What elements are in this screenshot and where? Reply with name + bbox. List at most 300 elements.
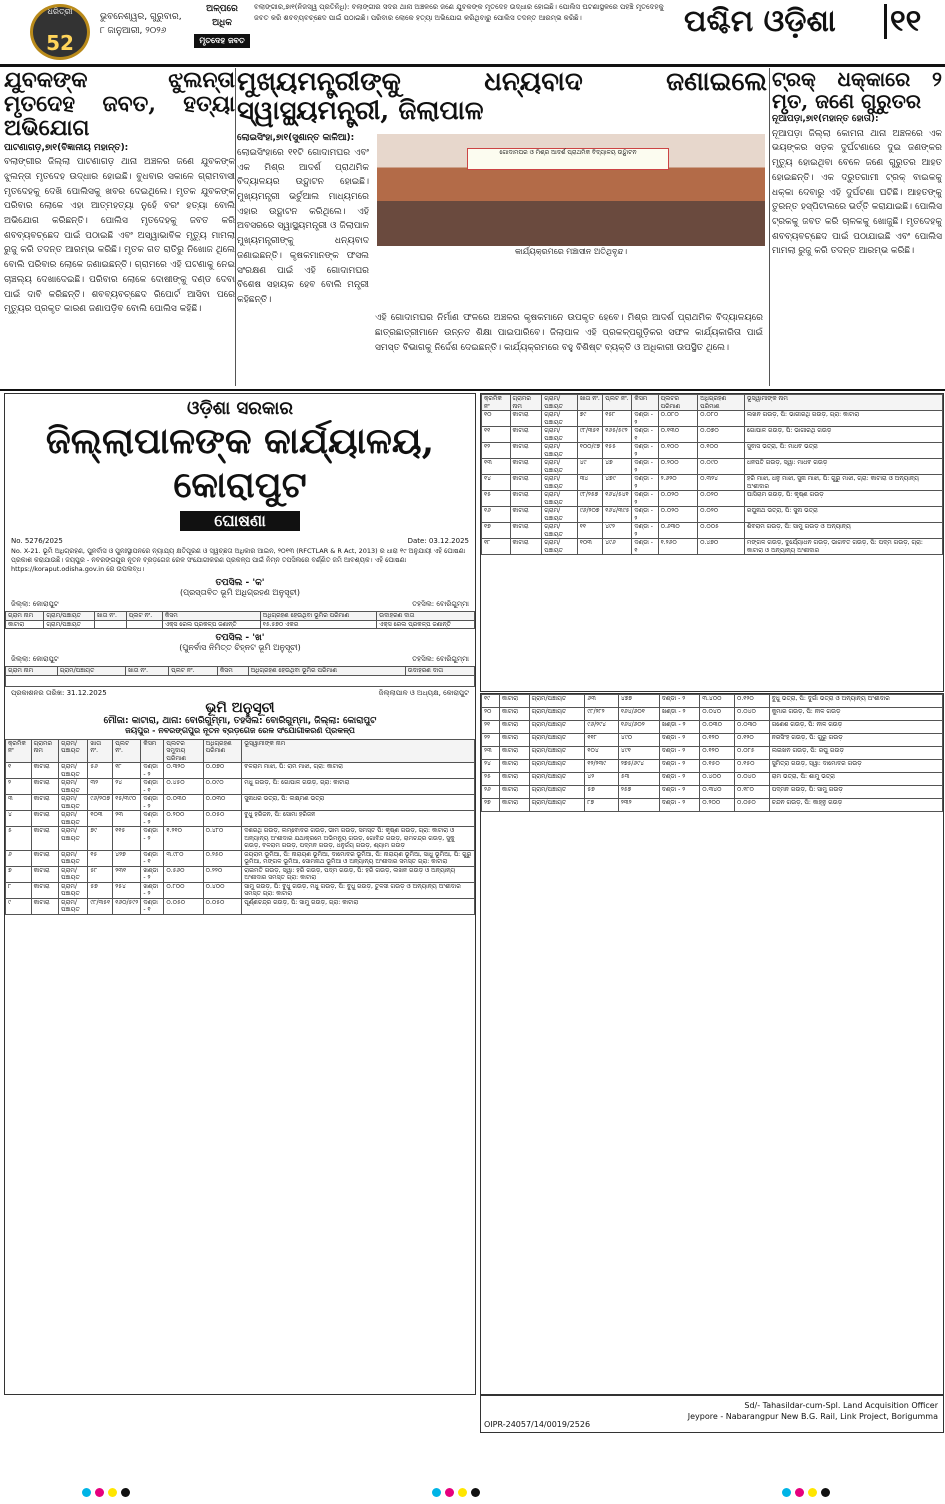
table-cell: ଜୟରାମ ଭୂମିଆ, ପି: ନାରାୟଣ ଭୂମିଆ, ଦାମୋଦର ଭୂମିଆ, ପି: ନାରାୟଣ ଭୂମିଆ, ସାଧୁ ଭୂମିଆ, ପି: ଗୁରୁ ଭୂମିଆ, ମଙ୍ଗଳ ଭୂମିଆ, ସୋମନାଥ ଭୂମିଆ ଓ ଅନ୍ୟାନ୍ୟ ଅଂଶୀଦାର ସମସ୍ତ ଗ୍ରା: କାଟାରା: [242, 850, 475, 866]
photo-banner: ଗୋଦାମଘର ଓ ମିଶ୍ର ଆଦର୍ଶ ପ୍ରାଥମିକ ବିଦ୍ୟାଳୟ ଉଦ୍ଘାଟନ: [467, 148, 669, 170]
section-title: ପଶ୍ଚିମ ଓଡ଼ିଶା: [684, 4, 887, 39]
table-cell: ୫୭: [88, 882, 113, 898]
story-right[interactable]: [772, 68, 942, 386]
table-cell: ଦଣ୍ଡା - ୨: [632, 475, 658, 491]
table-cell: ଦଣ୍ଡା - ୧: [141, 779, 164, 795]
cyan-dot: [432, 1488, 441, 1497]
table-header-cell: ପ୍ଲଟ ନଂ.: [169, 667, 218, 676]
table-cell: ୪୯୨: [603, 523, 632, 539]
table-cell: ୧୬: [482, 507, 511, 523]
table-cell: ୨୫: [482, 773, 500, 786]
story-left-body: ବଲାଙ୍ଗୀର ଜିଲ୍ଲା ପାଟଣାଗଡ଼ ଥାନା ଅଞ୍ଚଳର ଜଣେ ଯୁବକଙ୍କ ଝୁଲନ୍ତା ମୃତଦେହ ଉଦ୍ଧାର ହୋଇଛି। ବୁଧବାର ସକାଳେ ଗ୍ରାମବାସୀ ମୃତଦେହକୁ ଦେଖି ପୋଲିସକୁ ଖବର ଦେଇଥିଲେ। ମୃତକ ଯୁବକଙ୍କ ପରିବାର ଲୋକେ ଏହା ଆତ୍ମହତ୍ୟା ନୁହେଁ ବରଂ ହତ୍ୟା ବୋଲି ଅଭିଯୋଗ କରିଛନ୍ତି। ପୋଲିସ ମୃତଦେହକୁ ଜବତ କରି ଶବବ୍ୟବଚ୍ଛେଦ ପାଇଁ ପଠାଇଛି ଏବଂ ଅସ୍ୱାଭାବିକ ମୃତ୍ୟୁ ମାମଲା ରୁଜୁ କରି ତଦନ୍ତ ଆରମ୍ଭ କରିଛି। ମୃତକ ଗତ ରାତିରୁ ନିଖୋଜ ଥିଲେ ବୋଲି ପରିବାର ଲୋକେ ଜଣାଇଛନ୍ତି। ଗ୍ରାମରେ ଏହି ଘଟଣାକୁ ନେଇ ଚାଞ୍ଚଲ୍ୟ ଦେଖାଦେଇଛି। ପରିବାର ଲୋକେ ଦୋଷୀଙ୍କୁ ଦଣ୍ଡ ଦେବା ପାଇଁ ଦାବି କରିଛନ୍ତି। ଶବବ୍ୟବଚ୍ଛେଦ ରିପୋର୍ଟ ଆସିବା ପରେ ମୃତ୍ୟୁର ପ୍ରକୃତ କାରଣ ଜଣାପଡ଼ିବ ବୋଲି ପୋଲିସ କହିଛି।: [4, 157, 235, 315]
table-cell: ୨.୬୨୦: [658, 475, 697, 491]
table-header-cell: ଖାତା ନଂ.: [94, 612, 126, 621]
table-cell: ୨୩୧: [113, 866, 141, 882]
table-cell: ୨୬: [482, 786, 500, 799]
story-right-headline[interactable]: ଟ୍ରକ୍ ଧକ୍କାରେ ୨ ମୃତ, ଜଣେ ଗୁରୁତର: [772, 68, 942, 113]
table-cell: ୦.୪୫୦: [164, 779, 203, 795]
table-row: [482, 443, 943, 459]
table-cell: ୧: [6, 763, 32, 779]
table-row: [482, 523, 943, 539]
table-cell: ଧନପତି ଗଉଡ଼, ସ୍ୱା: ମାଧବ ଗଉଡ଼: [744, 459, 942, 475]
table-cell: ୫: [6, 827, 32, 851]
table-cell: ୯୮/୨୮୨: [585, 708, 619, 721]
table-cell: ୦.୦୨୦: [658, 491, 697, 507]
table-cell: ୫୬: [88, 763, 113, 779]
short-news-label: [194, 2, 250, 58]
cyan-dot: [82, 1488, 91, 1497]
table-cell: କାଟାରା: [510, 411, 542, 427]
color-registration-marks: [80, 1485, 132, 1504]
table-cell: ଗ୍ରାମ/ପଞ୍ଚାୟତ: [529, 721, 585, 734]
table-cell: କାଟାରା: [510, 507, 542, 523]
table-cell: ୯୬/୨୦୭: [88, 795, 113, 811]
table-cell: ୦.୦୩୦: [203, 795, 242, 811]
table-cell: ୯୮/୩୫୧: [577, 427, 603, 443]
table-cell: ୧୫୫: [603, 443, 632, 459]
table-header-cell: ଗ୍ରାମ/ପଞ୍ଚାୟତ: [59, 739, 88, 763]
notice-date: Date: 03.12.2025: [407, 537, 469, 545]
table-cell: କାଟାରା: [31, 795, 58, 811]
table-cell: ଦଣ୍ଡା - ୨: [659, 695, 700, 708]
table-cell: ୧୧୫: [113, 827, 141, 851]
table-cell: ୦.୦୭୦: [203, 763, 242, 779]
table-cell: ବୁଧୁ ହରିଜନ, ପି: ସୋମା ହରିଜନ: [242, 811, 475, 827]
table-cell: କାଟାରା: [31, 898, 58, 914]
table-row: [6, 795, 475, 811]
table-cell: ୮: [6, 882, 32, 898]
table-header-cell: ଉଦାହରଣ ଦାତା: [405, 667, 474, 676]
table-header-cell: ଅଧିଗ୍ରହଣ ହେଉଥିବା ଭୂମିର ପରିମାଣ: [260, 612, 376, 621]
table-header-cell: ଗ୍ରାମ ନାମ: [6, 612, 44, 621]
table-cell: ଗ୍ରାମ/ପଞ୍ଚାୟତ: [529, 760, 585, 773]
table-header-cell: ଅଧିଗ୍ରହଣ ପରିମାଣ: [698, 395, 745, 411]
table-cell: ସୁନାଧର ଭତ୍ରା, ପି: ଲକ୍ଷ୍ମଣ ଭତ୍ରା: [242, 795, 475, 811]
table-cell: କାଟାରା: [31, 850, 58, 866]
short-news-text: ବଲାଙ୍ଗୀର,୭ା୧(ନିଜସ୍ୱ ପ୍ରତିନିଧି): ବଲାଙ୍ଗୀର ସଦର ଥାନା ଅଞ୍ଚଳରେ ଜଣେ ଯୁବକଙ୍କ ମୃତଦେହ ଉଦ୍ଧାର ହୋଇଛି। ପୋଲିସ ଘଟଣାସ୍ଥଳରେ ପହଞ୍ଚି ମୃତଦେହକୁ ଜବତ କରି ଶବବ୍ୟବଚ୍ଛେଦ ପାଇଁ ପଠାଇଛି। ପରିବାର ଲୋକେ ହତ୍ୟା ଅଭିଯୋଗ କରିଥିବାରୁ ପୋଲିସ ତଦନ୍ତ ଆରମ୍ଭ କରିଛି।: [254, 3, 664, 22]
table-cell: ୫୮: [88, 866, 113, 882]
table-cell: ୭୯: [88, 827, 113, 851]
table-cell: ଦଣ୍ଡା - ୨: [632, 443, 658, 459]
table-cell: ୦.୦୩୦: [700, 721, 735, 734]
table-cell: ୦.୦୫୦: [203, 898, 242, 914]
table-cell: ୦.୧୩୦: [658, 427, 697, 443]
land-table-continued-a: [481, 394, 943, 555]
table-header-cell: ଗ୍ରାମର ନାମ: [31, 739, 58, 763]
table-cell: ୧୦୪: [585, 747, 619, 760]
table-cell: ୦.୩୨୦: [164, 763, 203, 779]
table-cell: ଦଣ୍ଡା - ୨: [659, 773, 700, 786]
table-cell: ୦.୨୫୦: [203, 850, 242, 866]
table-cell: ଗୋପାଳ ଗଉଡ଼, ପି: ଭାଗୀରଥି ଗଉଡ଼: [744, 427, 942, 443]
logo-brand: ଧରିତ୍ରୀ: [47, 7, 73, 16]
table-cell: ଗ୍ରାମ/ପଞ୍ଚାୟତ: [542, 523, 577, 539]
table-cell: କାଟାରା: [510, 475, 542, 491]
table-cell: ଲଇଖନ ଗଉଡ଼, ପି: ରଘୁ ଗଉଡ଼: [769, 747, 942, 760]
table-cell: ୧୨/୨୩୯: [585, 760, 619, 773]
table-cell: ୨୪: [482, 760, 500, 773]
table-cell: ଗ୍ରାମ/ପଞ୍ଚାୟତ: [542, 507, 577, 523]
tehsil-label: ତହସିଲ: ବୋରିଗୁମ୍ମା: [412, 600, 469, 608]
table-cell: ଗ୍ରାମ/ପଞ୍ଚାୟତ: [59, 811, 88, 827]
table-cell: ଏକ୍ସ ରେଲ ପ୍ରକଳ୍ପ ଜଣାନ୍ତି: [162, 620, 260, 629]
table-cell: ଗ୍ରାମ/ପଞ୍ଚାୟତ: [529, 708, 585, 721]
table-cell: ୧୨: [482, 443, 511, 459]
table-cell: ଦଶରଥି ଗଉଡ଼, ଲମ୍ବୋଦର ଗଉଡ଼, ଭୀମ ଗଉଡ଼, ସମସ୍ତ ପି: କୃଷ୍ଣ ଗଉଡ଼, ଗ୍ରା: କାଟାରା ଓ ଅନ୍ୟାନ୍ୟ ଅଂଶୀଦାର ଯଥାକ୍ରମେ ଅଭିମନ୍ୟୁ ଗଉଡ଼, ଗୋବିନ୍ଦ ଗଉଡ଼, ରାମଚନ୍ଦ୍ର ଗଉଡ଼, ସୁକୁ ଗଉଡ଼, ବଳରାମ ଗଉଡ଼, ପଦ୍ମନ ଗଉଡ଼, ଧନୁର୍ଜୟ ଗଉଡ଼, ଶ୍ୟାମ ଗଉଡ଼: [242, 827, 475, 851]
table-cell: ଦଣ୍ଡା - ୧: [632, 539, 658, 555]
table-cell: ଗ୍ରାମ/ପଞ୍ଚାୟତ: [542, 491, 577, 507]
table-cell: ଗ୍ରାମ/ପଞ୍ଚାୟତ: [529, 773, 585, 786]
table-cell: ୦.୪୦୦: [700, 773, 735, 786]
table-header-cell: ଗ୍ରାମ/ପଞ୍ଚାୟତ: [542, 395, 577, 411]
yellow-dot: [808, 1488, 817, 1497]
table-cell: ସୁମିତ୍ରା ଗଉଡ଼, ସ୍ୱା: ଦାମୋଦର ଗଉଡ଼: [769, 760, 942, 773]
table-cell: ୦.୧୨୦: [700, 734, 735, 747]
table-row: [6, 866, 475, 882]
table-cell: ବଳରାମ ମାଝୀ, ପି: ରାମ ମାଝୀ, ଗ୍ରା: କାଟାରା: [242, 763, 475, 779]
table-cell: ଦଣ୍ଡା - ୨: [141, 827, 164, 851]
table-cell: ୩୨: [88, 779, 113, 795]
table-cell: ଦଣ୍ଡା - ୨: [659, 786, 700, 799]
table-cell: ୨୩୨: [618, 799, 659, 812]
table-cell: ଦଣ୍ଡା - ୨: [632, 411, 658, 427]
land-schedule-table: [5, 739, 475, 915]
schedule-ka-title: ତପସିଲ - 'କ': [215, 578, 265, 588]
table-cell: ଗ୍ରାମ/ପଞ୍ଚାୟତ: [529, 799, 585, 812]
table-cell: ୪୭: [603, 459, 632, 475]
table-cell: କାଟାରା: [31, 866, 58, 882]
table-header-cell: ଗ୍ରାମ/ପଞ୍ଚାୟତ: [44, 612, 94, 621]
table-cell: ୪୨୭: [113, 850, 141, 866]
table-cell: କାଟାରା: [499, 760, 529, 773]
notice-ref-no: No. 5276/2025: [11, 537, 63, 545]
photo-caption: କାର୍ଯ୍ୟକ୍ରମରେ ମଞ୍ଚାସୀନ ଅତିଥିବୃନ୍ଦ।: [514, 247, 628, 256]
table-cell: ଦଣ୍ଡା - ୧: [141, 898, 164, 914]
table-row: [482, 734, 943, 747]
table-cell: ୨୦: [482, 708, 500, 721]
table-cell: ୦.୫୬୦: [164, 866, 203, 882]
table-header-cell: ଗ୍ରାମ/ପଞ୍ଚାୟତ: [57, 667, 125, 676]
table-cell: ୦.୩୨୪: [698, 475, 745, 491]
table-cell: ସୁବାସ ଭତ୍ରା, ପି: ମାଧବ ଭତ୍ରା: [744, 443, 942, 459]
table-cell: ୦.୪୦୦: [203, 882, 242, 898]
table-cell: ଗ୍ରାମ/ପଞ୍ଚାୟତ: [59, 882, 88, 898]
story-middle-headline[interactable]: ମୁଖ୍ୟମନ୍ତ୍ରୀଙ୍କୁ ଧନ୍ୟବାଦ ଜଣାଇଲେ ସ୍ୱାସ୍ଥ୍ୟମନ୍ତ୍ରୀ, ଜିଲାପାଳ: [237, 68, 767, 126]
story-right-byline: ନୂଆପଡ଼ା,୭ା୧(ମହାନ୍ତ ହୋତା):: [772, 114, 879, 124]
table-cell: ୦.୧୦୦: [658, 443, 697, 459]
table-cell: ୦.୦୫୦: [164, 898, 203, 914]
column-divider: [769, 68, 770, 386]
table-cell: ଗ୍ରାମ/ପଞ୍ଚାୟତ: [59, 866, 88, 882]
oipr-code: OIPR-24057/14/0019/2526: [484, 1420, 591, 1429]
table-cell: ଦଣ୍ଡା - ୨: [659, 747, 700, 760]
table-cell: ଗ୍ରାମ/ପଞ୍ଚାୟତ: [529, 786, 585, 799]
table-cell: ରାଇମତି ଗଉଡ଼, ସ୍ୱା: ହରି ଗଉଡ଼, ପଦ୍ମ ଗଉଡ଼, ପି: ହରି ଗଉଡ଼, ଲଖନ ଗଉଡ଼ ଓ ଅନ୍ୟାନ୍ୟ ଅଂଶୀଦାର ସମସ୍ତ ଗ୍ରା: କାଟାରା: [242, 866, 475, 882]
table-cell: ୨୭: [482, 799, 500, 812]
table-row: [482, 799, 943, 812]
table-cell: ଗ୍ରାମ/ପଞ୍ଚାୟତ: [59, 795, 88, 811]
table-cell: ଗ୍ରାମ/ପଞ୍ଚାୟତ: [542, 411, 577, 427]
table-cell: ୪୯: [577, 459, 603, 475]
bhumi-schedule-mouza: ମୌଜା: କାଟାରା, ଥାନା: ବୋରିଗୁମ୍ମା, ତହସିଲ: ବୋରିଗୁମ୍ମା, ଜିଲ୍ଲା: କୋରାପୁଟ: [103, 715, 377, 726]
table-cell: କାଟାରା: [31, 811, 58, 827]
story-left-headline[interactable]: ଯୁବକଙ୍କ ଝୁଲନ୍ତା ମୃତଦେହ ଜବତ, ହତ୍ୟା ଅଭିଯୋଗ: [4, 68, 235, 142]
table-row: [6, 779, 475, 795]
table-cell: ୧୦୩: [88, 811, 113, 827]
table-row: [482, 475, 943, 491]
black-dot: [821, 1488, 830, 1497]
table-row: [482, 507, 943, 523]
table-cell: ଦଣ୍ଡା - ୨: [632, 491, 658, 507]
table-cell: ଦଣ୍ଡା - ୨: [659, 734, 700, 747]
table-header-cell: ଖାତା ନଂ.: [88, 739, 113, 763]
table-cell: [94, 620, 126, 629]
table-cell: ଗ୍ରାମ/ପଞ୍ଚାୟତ: [529, 734, 585, 747]
table-cell: ଦଣ୍ଡା - ୨: [141, 811, 164, 827]
table-cell: ବୁଧୁ ଭତ୍ରା, ପି: ଦୁର୍ଗା ଭତ୍ରା ଓ ଅନ୍ୟାନ୍ୟ ଅଂଶୀଦାର: [769, 695, 942, 708]
table-cell: ଗଣେଶ ଗଉଡ଼, ପି: ନୀଳ ଗଉଡ଼: [769, 721, 942, 734]
table-cell: ନରସିଂହ ଗଉଡ଼, ପି: ଗୁରୁ ଗଉଡ଼: [769, 734, 942, 747]
notice-office: ଜିଲ୍ଲାପାଳଙ୍କ କାର୍ଯ୍ୟାଳୟ, କୋରାପୁଟ: [45, 420, 435, 506]
table-cell: ୦.୧୫୦: [700, 760, 735, 773]
bhumi-schedule-project: ଜୟପୁର - ନବରଙ୍ଗପୁର ନୂତନ ବ୍ରଡ଼ଗେଜ ରେଳ ସଂଯୋଗୀକରଣ ପ୍ରକଳ୍ପ: [125, 725, 355, 735]
signature-officer: Sd/- Tahasildar-cum-Spl. Land Acquisition Officer: [744, 1401, 938, 1410]
table-cell: ଖଣ୍ଡା - ୨: [141, 866, 164, 882]
table-row: [482, 786, 943, 799]
table-header-cell: ଅଧିଗ୍ରହଣ ହେଉଥିବା ଭୂମିର ପରିମାଣ: [248, 667, 405, 676]
masthead: [0, 0, 945, 67]
table-cell: ୧୦୩: [577, 539, 603, 555]
dateline-date: ୮ ଜାନୁଆରୀ, ୨୦୨୬: [100, 26, 167, 36]
table-cell: ୦.୦୪୦: [735, 708, 770, 721]
dateline: [100, 10, 190, 38]
table-cell: ୦.୦୩୦: [164, 795, 203, 811]
table-header-cell: ପ୍ଲଟର ସମୁଦାୟ ପରିମାଣ: [164, 739, 203, 763]
logo-number: 52: [46, 31, 74, 55]
table-header-cell: ଭୂସ୍ୱାମୀଙ୍କ ନାମ: [744, 395, 942, 411]
black-dot: [471, 1488, 480, 1497]
table-cell: ୧୮: [113, 763, 141, 779]
table-cell: ୦.୦୨୦: [698, 507, 745, 523]
table-header-cell: ଭୂସ୍ୱାମୀଙ୍କ ନାମ: [242, 739, 475, 763]
table-header-cell: ଗ୍ରାମ ନାମ: [6, 667, 58, 676]
table-cell: କାଟାରା: [499, 721, 529, 734]
table-cell: କାଟାରା: [499, 786, 529, 799]
table-cell: ପୂର୍ଣ୍ଣଚନ୍ଦ୍ର ଗଉଡ଼, ପି: ସାମୁ ଗଉଡ଼, ଗ୍ରା: କାଟାରା: [242, 898, 475, 914]
table-cell: ଏକ୍ସ ରେଲ ପ୍ରକଳ୍ପ ଜଣାନ୍ତି: [377, 620, 475, 629]
table-cell: ପଦ୍ମନ ଗଉଡ଼, ପି: ସାମୁ ଗଉଡ଼: [769, 786, 942, 799]
table-cell: ୦.୦୮୦: [658, 411, 697, 427]
table-cell: ୧.୨୬୦: [658, 539, 697, 555]
table-cell: ଗ୍ରାମ/ପଞ୍ଚାୟତ: [529, 747, 585, 760]
table-cell: କାଟାରା: [499, 708, 529, 721]
table-cell: ୧୧: [482, 427, 511, 443]
table-cell: ଦଣ୍ଡା - ୧: [632, 427, 658, 443]
table-cell: ଗ୍ରାମ/ପଞ୍ଚାୟତ: [59, 779, 88, 795]
table-cell: କୁମାର ଗଉଡ଼, ପି: ନୀଳ ଗଉଡ଼: [769, 708, 942, 721]
table-cell: ଗ୍ରାମ/ପଞ୍ଚାୟତ: [59, 850, 88, 866]
table-header-cell: ଉଦାହରଣ ଦାତା: [377, 612, 475, 621]
table-cell: ୨୫୪: [113, 882, 141, 898]
table-cell: ୬: [6, 850, 32, 866]
yellow-dot: [458, 1488, 467, 1497]
table-header-cell: ଗ୍ରାମର ନାମ: [510, 395, 542, 411]
table-row: [482, 760, 943, 773]
table-cell: କାଟାରା: [499, 773, 529, 786]
magenta-dot: [445, 1488, 454, 1497]
table-row: [6, 763, 475, 779]
table-cell: ୧୫: [482, 491, 511, 507]
table-cell: ୦.୨୨୦: [203, 866, 242, 882]
table-cell: ଲଖନ ଗଉଡ଼, ପି: ଭାଗୀରଥି ଗଉଡ଼, ଗ୍ରା: କାଟାରା: [744, 411, 942, 427]
table-cell: ଗ୍ରାମ/ପଞ୍ଚାୟତ: [529, 695, 585, 708]
table-cell: ୦.୨୦୦: [164, 811, 203, 827]
page-number: ୧୧: [890, 4, 922, 39]
table-cell: ୧୧୮: [585, 734, 619, 747]
story-middle-byline: ଲୋଇସିଂହା,୭ା୧(ସୁଶାନ୍ତ କାଳିଆ):: [237, 133, 355, 144]
color-registration-marks: [780, 1485, 832, 1504]
table-cell: ୦.୦୮୫: [735, 747, 770, 760]
schedule-ka-table: [5, 611, 475, 629]
table-header-cell: ପ୍ଲଟ ନଂ.: [603, 395, 632, 411]
table-row: [482, 459, 943, 475]
notice-govt: ଓଡ଼ିଶା ସରକାର: [187, 398, 293, 419]
table-cell: ୩: [6, 795, 32, 811]
table-cell: ୯୮/୩୫୧: [88, 898, 113, 914]
notice-ghosana-badge: ଘୋଷଣା: [180, 511, 300, 531]
story-left[interactable]: [4, 68, 235, 386]
short-label-line2: ଅଧିକ: [212, 18, 232, 28]
table-header-cell: ଖାତା ନଂ.: [577, 395, 603, 411]
table-header-cell: କ୍ରମିକ ନଂ: [482, 395, 511, 411]
signed-by: ଜିଲ୍ଲାପାଳ ଓ ଅଧ୍ୟକ୍ଷ, କୋରାପୁଟ: [378, 688, 469, 697]
table-row: [6, 898, 475, 914]
table-cell: ୪: [6, 811, 32, 827]
story-middle-body-left: ଲୋଇସିଂହାରେ ୧୧ଟି ଗୋଦାମଘର ଏବଂ ଏକ ମିଶ୍ର ଆଦର୍ଶ ପ୍ରାଥମିକ ବିଦ୍ୟାଳୟର ଉଦ୍ଘାଟନ ହୋଇଛି। ମୁଖ୍ୟମନ୍ତ୍ରୀ ଭର୍ଚୁଆଲ ମାଧ୍ୟମରେ ଏହାର ଉଦ୍ଘାଟନ କରିଥିଲେ। ଏହି ଅବସରରେ ସ୍ୱାସ୍ଥ୍ୟମନ୍ତ୍ରୀ ଓ ଜିଲାପାଳ ମୁଖ୍ୟମନ୍ତ୍ରୀଙ୍କୁ ଧନ୍ୟବାଦ ଜଣାଇଛନ୍ତି। କୃଷକମାନଙ୍କ ଫସଲ ସଂରକ୍ଷଣ ପାଇଁ ଏହି ଗୋଦାମଘର ବିଶେଷ ସହାୟକ ହେବ ବୋଲି ମନ୍ତ୍ରୀ କହିଛନ୍ତି।: [237, 147, 369, 305]
table-cell: ୧୭: [482, 523, 511, 539]
table-cell: ୨୩: [482, 747, 500, 760]
table-cell: ୧୦୦/୯୭: [577, 443, 603, 459]
table-cell: ୦.୦୭୦: [698, 427, 745, 443]
table-cell: କାଟାରା: [499, 799, 529, 812]
schedule-kha-subtitle: (ପୁନର୍ବାସ ନିମିତ୍ତ ଚିହ୍ନଟ ଭୂମି ଅନୁସୂଚୀ): [179, 643, 301, 652]
table-cell: ୯୬/୨୯୪: [585, 721, 619, 734]
table-cell: ୦.୦୪୦: [700, 708, 735, 721]
table-cell: କାଟାରା: [510, 427, 542, 443]
table-cell: ରାମ ଭତ୍ରା, ପି: ଶାମୁ ଭତ୍ରା: [769, 773, 942, 786]
table-cell: ୦.୦୯୦: [698, 459, 745, 475]
section-rule: [0, 389, 945, 391]
table-cell: କାଟାରା: [510, 459, 542, 475]
table-cell: ମଙ୍ଗଳ ଗଉଡ଼, ଦୁର୍ଯ୍ୟୋଧନ ଗଉଡ଼, ଭାଗବତ ଗଉଡ଼, ପି: ପଦ୍ମ ଗଉଡ଼, ଗ୍ରା: କାଟାରା ଓ ଅନ୍ୟାନ୍ୟ ଅଂଶୀଦାର: [744, 539, 942, 555]
table-cell: ୯: [6, 898, 32, 914]
table-cell: ଚନ୍ଦନ ଗଉଡ଼, ପି: କାହ୍ନୁ ଗଉଡ଼: [769, 799, 942, 812]
table-cell: ୩.୪୦୦: [700, 695, 735, 708]
table-cell: ୦.୦୯୦: [203, 779, 242, 795]
table-cell: ୩୪: [577, 475, 603, 491]
table-header-cell: କିସମ: [632, 395, 658, 411]
story-right-body: ନୂଆପଡ଼ା ଜିଲ୍ଲା କୋମନା ଥାନା ଅଞ୍ଚଳରେ ଏକ ଭୟଙ୍କର ସଡ଼କ ଦୁର୍ଘଟଣାରେ ଦୁଇ ଜଣଙ୍କର ମୃତ୍ୟୁ ହୋଇଥିବା ବେଳେ ଜଣେ ଗୁରୁତର ଆହତ ହୋଇଛନ୍ତି। ଏକ ଦ୍ରୁତଗାମୀ ଟ୍ରକ୍ ବାଇକକୁ ଧକ୍କା ଦେବାରୁ ଏହି ଦୁର୍ଘଟଣା ଘଟିଛି। ଆହତଙ୍କୁ ତୁରନ୍ତ ହସ୍ପିଟାଲରେ ଭର୍ତ୍ତି କରାଯାଇଛି। ପୋଲିସ ଟ୍ରକକୁ ଜବତ କରି ଚାଳକକୁ ଖୋଜୁଛି। ମୃତଦେହକୁ ଶବବ୍ୟବଚ୍ଛେଦ ପାଇଁ ପଠାଯାଇଛି ଏବଂ ପୋଲିସ ମାମଲା ରୁଜୁ କରି ତଦନ୍ତ ଆରମ୍ଭ କରିଛି।: [772, 128, 942, 257]
table-cell: ୦.୪୮୦: [203, 827, 242, 851]
table-header-cell: ଖାତା ନଂ.: [125, 667, 168, 676]
table-cell: ଦଣ୍ଡା - ୨: [659, 799, 700, 812]
table-cell: ୪୨: [585, 773, 619, 786]
event-photo[interactable]: [377, 134, 765, 246]
table-row: [6, 827, 475, 851]
table-cell: ୦.୦୨୦: [658, 507, 697, 523]
district-label: ଜିଲ୍ଲା: କୋରାପୁଟ: [11, 655, 59, 663]
table-cell: ୪୯୦: [618, 734, 659, 747]
table-cell: କାଟାରା: [499, 747, 529, 760]
table-cell: ଗ୍ରାମ/ପଞ୍ଚାୟତ: [44, 620, 94, 629]
schedule-kha-title: ତପସିଲ - 'ଖ': [215, 633, 265, 643]
table-cell: କାଟାରା: [499, 695, 529, 708]
table-row: [482, 539, 943, 555]
table-cell: ୦.୦୪୦: [735, 773, 770, 786]
table-cell: ୦.୨୦୦: [658, 459, 697, 475]
table-cell: ଘାସିରାମ ଗଉଡ଼, ପି: କୃଷ୍ଣ ଗଉଡ଼: [744, 491, 942, 507]
table-cell: କାଟାରା: [31, 882, 58, 898]
table-cell: ୨୭୫/୬୯୪: [618, 760, 659, 773]
tehsil-label: ତହସିଲ: ବୋରିଗୁମ୍ମା: [412, 655, 469, 663]
table-cell: ୧୧: [577, 523, 603, 539]
table-cell: ଗ୍ରାମ/ପଞ୍ଚାୟତ: [542, 475, 577, 491]
table-cell: ଗ୍ରାମ/ପଞ୍ଚାୟତ: [542, 427, 577, 443]
table-cell: ୦.୧୮୦: [735, 786, 770, 799]
government-notice: [4, 393, 476, 1395]
table-cell: ସାମୁ ଗଉଡ଼, ପି: ବୁଧୁ ଗଉଡ଼, ମଧୁ ଗଉଡ଼, ପି: ବୁଧୁ ଗଉଡ଼, ତୁଳସୀ ଗଉଡ଼ ଓ ଅନ୍ୟାନ୍ୟ ଅଂଶୀଦାର ସମସ୍ତ ଗ୍ରା: କାଟାରା: [242, 882, 475, 898]
table-cell: ୧୬୪/୬୦୧: [618, 708, 659, 721]
table-cell: କାଟାରା: [6, 620, 44, 629]
table-header-cell: କିସମ: [141, 739, 164, 763]
magenta-dot: [795, 1488, 804, 1497]
table-cell: ୧୬୪/୬୦୨: [618, 721, 659, 734]
table-cell: ୨୪: [113, 779, 141, 795]
table-cell: ଦଣ୍ଡା - ୧: [141, 850, 164, 866]
table-cell: ୦.୧୨୦: [700, 747, 735, 760]
schedule-kha-table: [5, 666, 475, 687]
schedule-ka-subtitle: (ପ୍ରସ୍ତାବିତ ଭୂମି ଅଧିଗ୍ରହଣ ଅନୁସୂଚୀ): [179, 588, 301, 597]
table-cell: ଗ୍ରାମ/ପଞ୍ଚାୟତ: [59, 763, 88, 779]
table-cell: କାଟାରା: [499, 734, 529, 747]
table-cell: ମଧୁ ଗଉଡ଼, ପି: ଗୋପାଳ ଗଉଡ଼, ଗ୍ରା: କାଟାରା: [242, 779, 475, 795]
table-cell: ଗ୍ରାମ/ପଞ୍ଚାୟତ: [542, 459, 577, 475]
signature-project: Jeypore - Nabarangpur New B.G. Rail, Link Project, Borigumma: [687, 1412, 938, 1421]
table-row: [482, 695, 943, 708]
table-cell: ୧୫/୩୯୦: [113, 795, 141, 811]
table-cell: ୭୯: [577, 411, 603, 427]
table-cell: କାଟାରା: [510, 539, 542, 555]
newspaper-logo[interactable]: [30, 4, 90, 60]
table-cell: ୧୯: [482, 695, 500, 708]
table-cell: ୪୯୧: [618, 747, 659, 760]
table-cell: ଖଣ୍ଡା - ୨: [141, 882, 164, 898]
story-left-byline: ପାଟଣାଗଡ଼,୭ା୧(ବିଜ୍ଞାନୀୟ ମହାନ୍ତ):: [4, 142, 129, 153]
table-cell: କାଟାରା: [510, 523, 542, 539]
table-row: [6, 850, 475, 866]
magenta-dot: [95, 1488, 104, 1497]
table-cell: ୦.୧୨୦: [735, 734, 770, 747]
cyan-dot: [782, 1488, 791, 1497]
table-cell: ଦଣ୍ଡା - ୨: [632, 459, 658, 475]
table-cell: ୦.୧୦୦: [698, 443, 745, 459]
table-header-cell: କିସମ: [162, 612, 260, 621]
table-cell: ୦.୧୨୦: [735, 695, 770, 708]
table-cell: ୨୧: [482, 721, 500, 734]
table-cell: [126, 620, 162, 629]
table-cell: ହରି ମାଝୀ, ଧନୁ ମାଝୀ, ସୁନା ମାଝୀ, ପି: ଗୁରୁ ମାଝୀ, ଗ୍ରା: କାଟାରା ଓ ଅନ୍ୟାନ୍ୟ ଅଂଶୀଦାର: [744, 475, 942, 491]
yellow-dot: [108, 1488, 117, 1497]
